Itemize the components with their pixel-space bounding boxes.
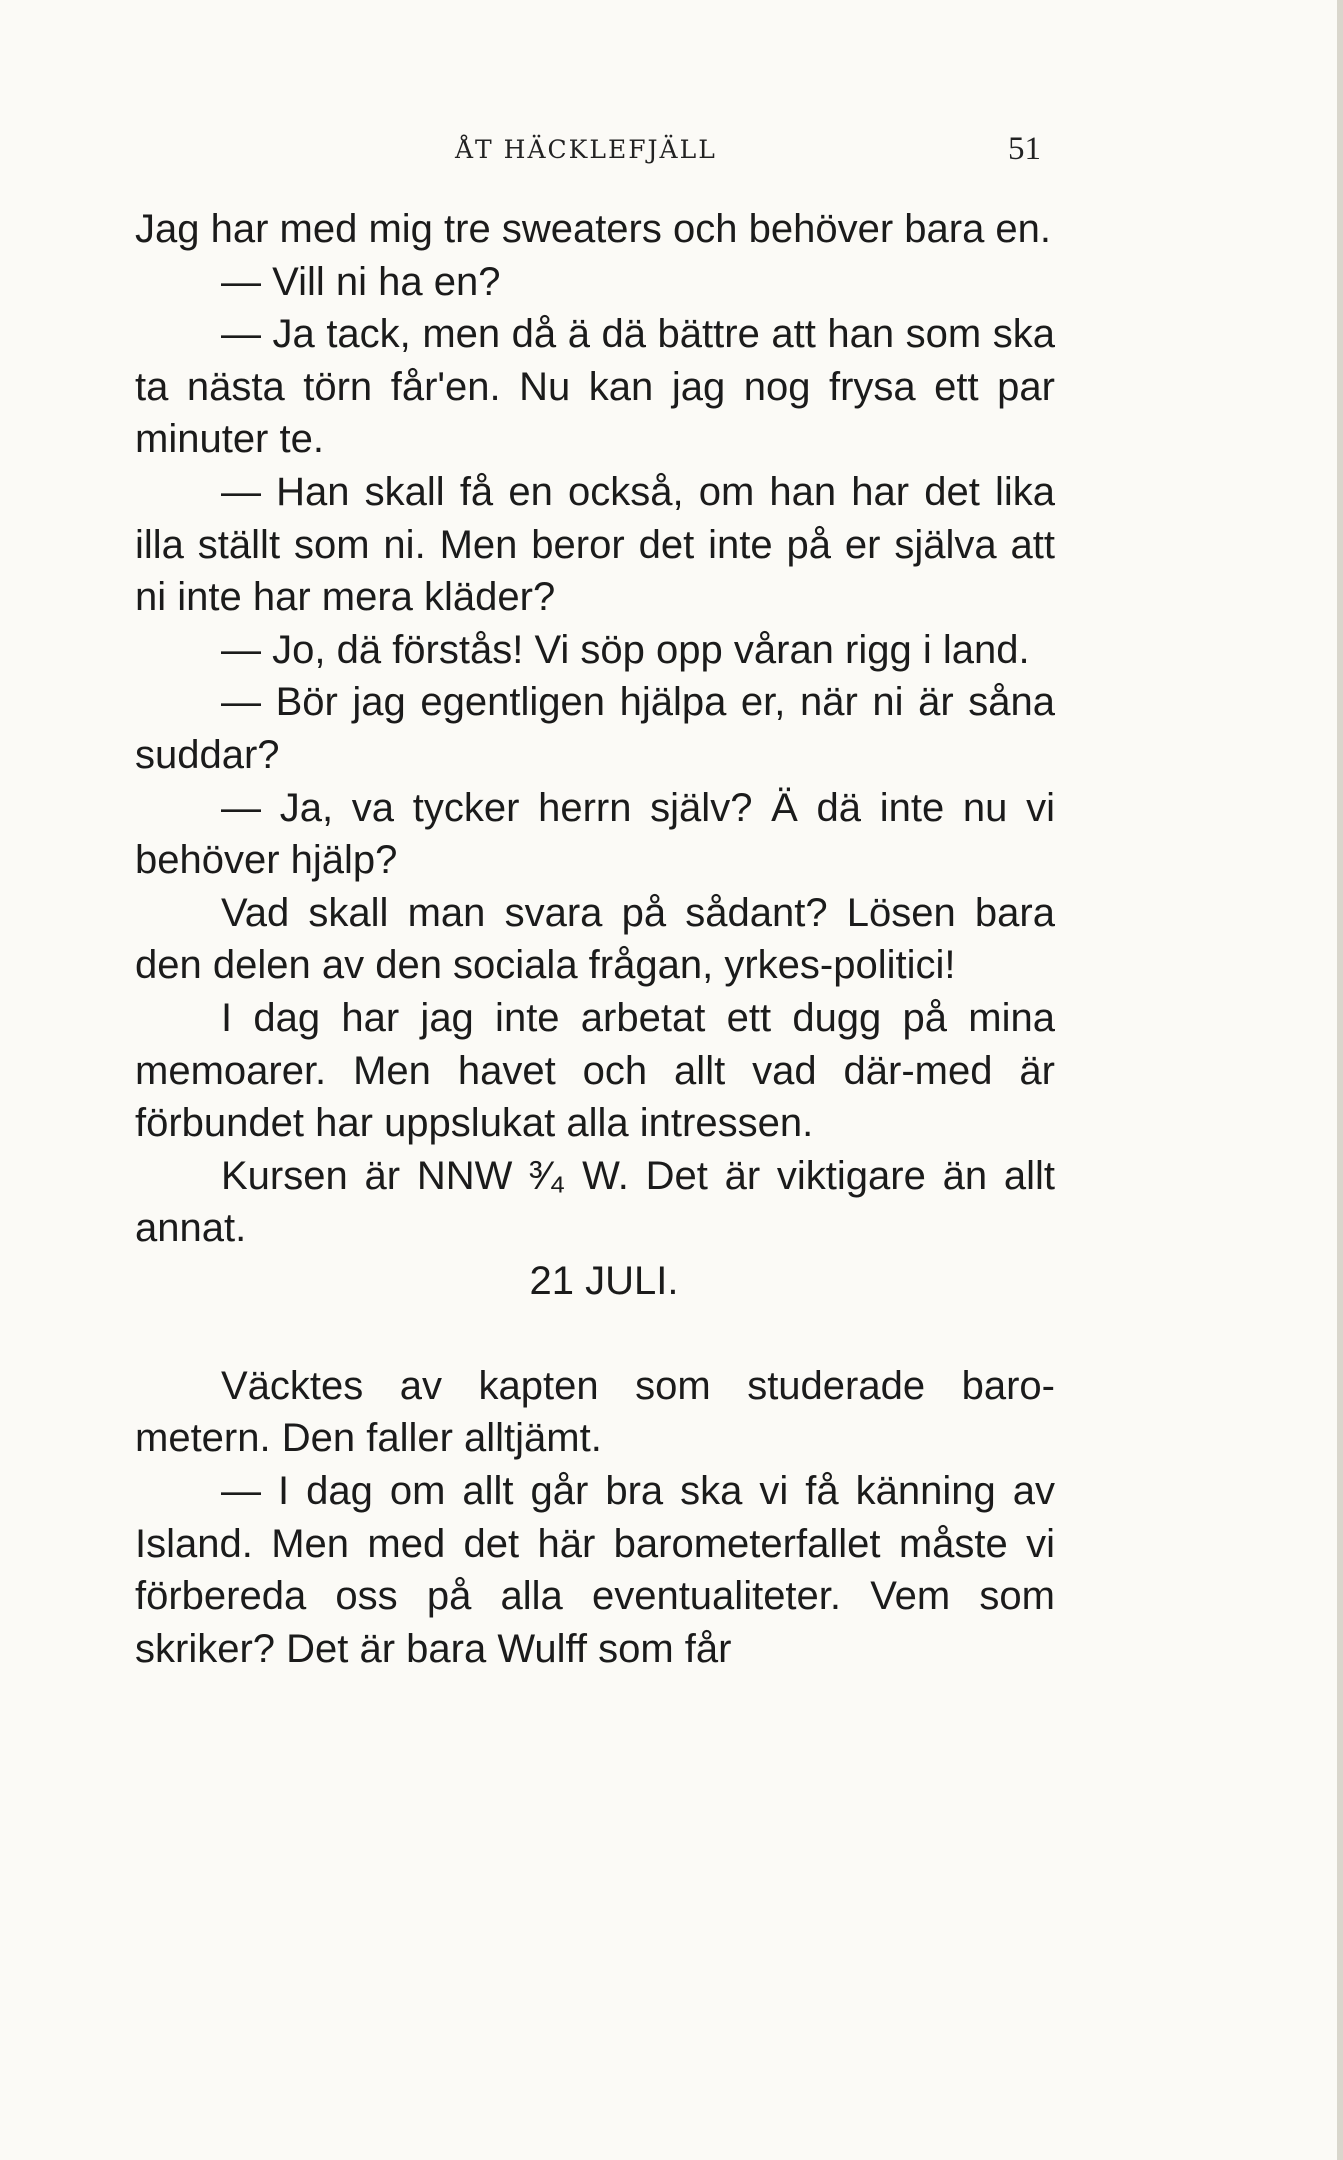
dialogue-line: — Bör jag egentligen hjälpa er, när ni är såna suddar? [135,680,1055,777]
dialogue-line: — I dag om allt går bra ska vi få känning av Island. Men med det här barometerfallet måste vi förbereda oss på alla eventualiteter. Vem som skriker? Det är bara Wulff som får [135,1469,1055,1671]
dialogue-line: — Ja tack, men då ä dä bättre att han som ska ta nästa törn får'en. Nu kan jag nog frysa ett par minuter te. [135,312,1055,462]
dialogue-line: — Jo, dä förstås! Vi söp opp våran rigg i land. [221,627,1030,672]
dialogue-line: — Vill ni ha en? [221,259,501,304]
page-number: 51 [1008,131,1041,167]
dialogue-line: — Ja, va tycker herrn själv? Ä dä inte nu vi behöver hjälp? [135,785,1055,883]
paragraph: Vad skall man svara på sådant? Lösen bara den delen av den sociala frågan, yrkes-politici! [135,890,1055,988]
paragraph: Väcktes av kapten som studerade baro-metern. Den faller alltjämt. [135,1363,1055,1461]
page-edge-shadow [1337,0,1343,2160]
paragraph-continuation: Jag har med mig tre sweaters och behöver bara en. [135,207,1052,251]
paragraph: I dag har jag inte arbetat ett dugg på mina memoarer. Men havet och allt vad där-med är förbundet har uppslukat alla intressen. [135,995,1055,1146]
body-text [135,203,1055,1675]
date-heading: 21 JULI. [529,1258,679,1303]
dialogue-line: — Han skall få en också, om han har det lika illa ställt som ni. Men beror det inte på er själva att ni inte har mera kläder? [135,469,1055,620]
running-title: ÅT HÄCKLEFJÄLL [455,135,717,164]
paragraph: Kursen är NNW ³⁄₄ W. Det är viktigare än allt annat. [135,1153,1055,1251]
